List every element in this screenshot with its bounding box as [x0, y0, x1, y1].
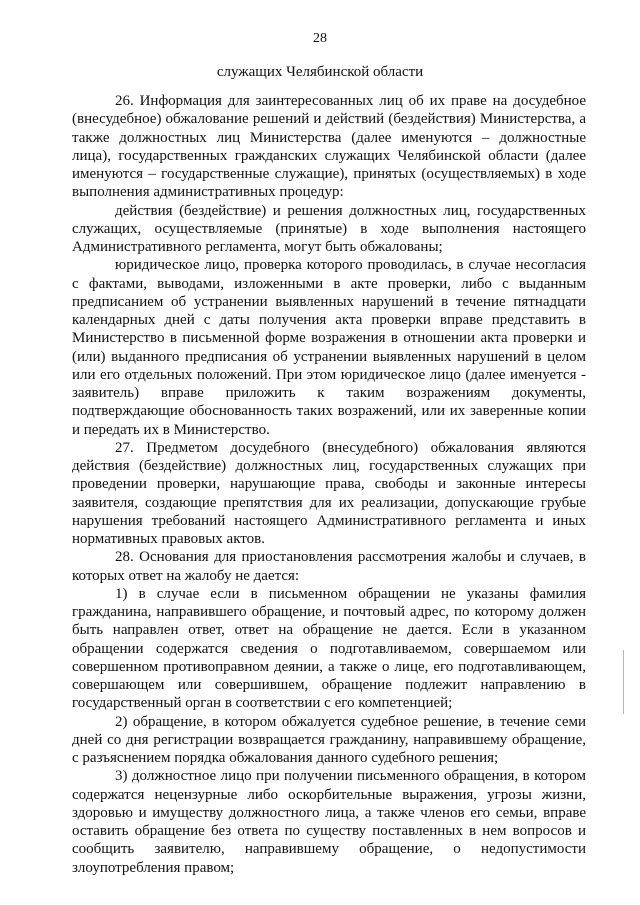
- document-body: [72, 92, 586, 877]
- paragraph-28-item-3: 3) должностное лицо при получении письменного обращения, в котором содержатся нецензурные либо оскорбительные выражения, угрозы жизни, здоровью и имуществу должностного лица, а также членов его семьи, вправе оставить обращение без ответа по существу поставленных в нем вопросов и сообщить заявителю, направившему обращение, о недопустимости злоупотребления правом;: [72, 768, 586, 876]
- paragraph-26: 26. Информация для заинтересованных лиц об их праве на досудебное (внесудебное) обжалование решений и действий (бездействия) Министерства, а также должностных лиц Министерства (далее именуются – должностные лица), государственных гражданских служащих Челябинской области (далее именуются – государственные служащие), принятых (осуществляемых) в ходе выполнения административных процедур:: [72, 93, 586, 201]
- paragraph-26-actions: действия (бездействие) и решения должностных лиц, государственных служащих, осуществляемые (принятые) в ходе выполнения настоящего Административного регламента, могут быть обжалованы;: [72, 202, 586, 255]
- paragraph-28-item-2: 2) обращение, в котором обжалуется судебное решение, в течение семи дней со дня регистрации возвращается гражданину, направившему обращение, с разъяснением порядка обжалования данного судебного решения;: [72, 713, 586, 766]
- scan-edge-mark: [623, 650, 624, 714]
- paragraph-28: 28. Основания для приостановления рассмотрения жалобы и случаев, в которых ответ на жалобу не дается:: [72, 549, 586, 584]
- continuation-line: служащих Челябинской области: [216, 64, 424, 80]
- paragraph-28-item-1: 1) в случае если в письменном обращении не указаны фамилия гражданина, направившего обращение, и почтовый адрес, по которому должен быть направлен ответ, ответ на обращение не дается. Если в указанном обращении содержатся сведения о подготавливаемом, совершаемом или совершенном противоправном деянии, а также о лице, его подготавливающем, совершающем или совершившем, обращение подлежит направлению в государственный орган в соответствии с его компетенцией;: [72, 585, 586, 712]
- paragraph-26-legal-entity: юридическое лицо, проверка которого проводилась, в случае несогласия с фактами, выводами, изложенными в акте проверки, либо с выданным предписанием об устранении выявленных нарушений в течение пятнадцати календарных дней с даты получения акта проверки вправе представить в Министерство в письменной форме возражения в отношении акта проверки и (или) выданного предписания об устранении выявленных нарушений в целом или его отдельных положений. При этом юридическое лицо (далее именуется - заявитель) вправе приложить к таким возражениям документы, подтверждающие обоснованность таких возражений, или их заверенные копии и передать их в Министерство.: [72, 257, 586, 438]
- paragraph-27: 27. Предметом досудебного (внесудебного) обжалования являются действия (бездействие) должностных лиц, государственных служащих при проведении проверки, нарушающие права, свободы и законные интересы заявителя, создающие препятствия для их реализации, допускающие грубые нарушения требований настоящего Административного регламента и иных нормативных правовых актов.: [72, 439, 586, 547]
- page-number: 28: [313, 31, 327, 46]
